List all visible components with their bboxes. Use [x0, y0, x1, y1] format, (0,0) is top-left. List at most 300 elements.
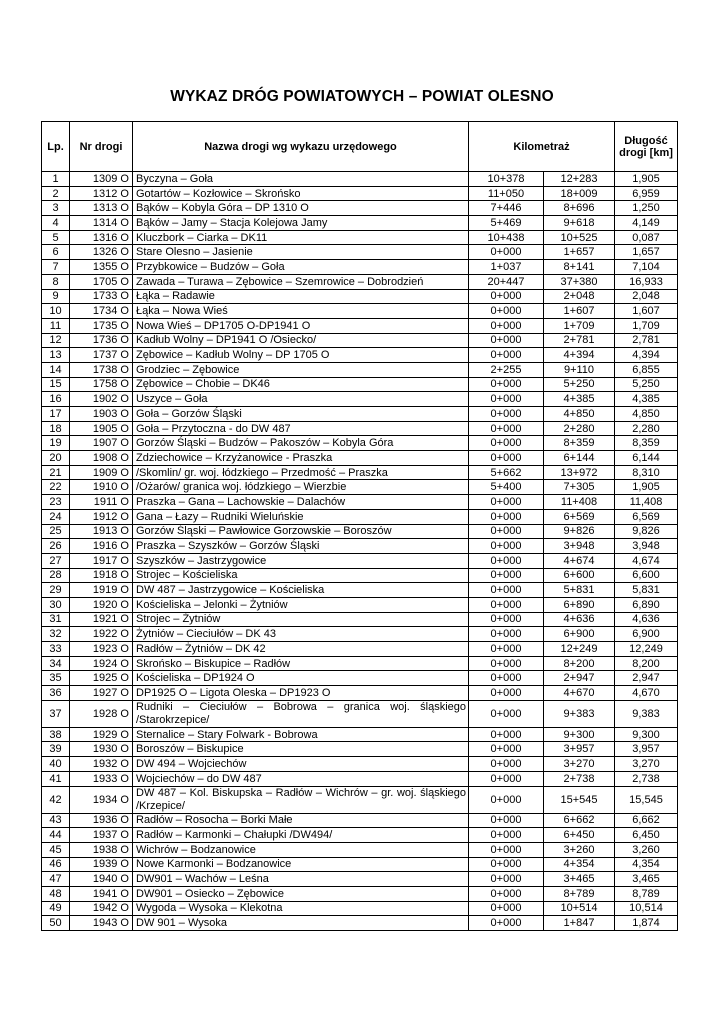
cell-km-to: 8+359 — [544, 436, 615, 451]
cell-nazwa-drogi: Zębowice – Kadłub Wolny – DP 1705 O — [133, 348, 469, 363]
cell-km-from: 0+000 — [469, 583, 544, 598]
cell-lp: 44 — [42, 828, 70, 843]
cell-km-to: 1+709 — [544, 318, 615, 333]
cell-dlugosc: 1,250 — [615, 201, 678, 216]
cell-dlugosc: 8,200 — [615, 656, 678, 671]
cell-nazwa-drogi: Radłów – Rosocha – Borki Małe — [133, 813, 469, 828]
cell-lp: 2 — [42, 186, 70, 201]
cell-dlugosc: 2,947 — [615, 671, 678, 686]
table-row — [42, 857, 678, 872]
cell-nr-drogi: 1936 O — [70, 813, 133, 828]
cell-km-to: 10+525 — [544, 230, 615, 245]
table-row — [42, 318, 678, 333]
cell-km-to: 8+141 — [544, 260, 615, 275]
cell-nr-drogi: 1912 O — [70, 509, 133, 524]
cell-dlugosc: 1,657 — [615, 245, 678, 260]
cell-km-from: 0+000 — [469, 842, 544, 857]
cell-nr-drogi: 1923 O — [70, 642, 133, 657]
cell-dlugosc: 1,874 — [615, 916, 678, 931]
cell-lp: 5 — [42, 230, 70, 245]
cell-km-to: 4+636 — [544, 612, 615, 627]
cell-km-from: 20+447 — [469, 274, 544, 289]
cell-nr-drogi: 1917 O — [70, 553, 133, 568]
table-row — [42, 700, 678, 727]
cell-km-to: 3+948 — [544, 539, 615, 554]
cell-nr-drogi: 1943 O — [70, 916, 133, 931]
table-row — [42, 436, 678, 451]
cell-dlugosc: 2,048 — [615, 289, 678, 304]
cell-nazwa-drogi: /Skomlin/ gr. woj. łódzkiego – Przedmość – Praszka — [133, 465, 469, 480]
cell-dlugosc: 2,738 — [615, 771, 678, 786]
cell-nazwa-drogi: Strojec – Żytniów — [133, 612, 469, 627]
cell-km-from: 0+000 — [469, 289, 544, 304]
cell-nazwa-drogi: Gorzów Śląski – Pawłowice Gorzowskie – Boroszów — [133, 524, 469, 539]
table-row — [42, 583, 678, 598]
cell-nr-drogi: 1907 O — [70, 436, 133, 451]
cell-nazwa-drogi: Bąków – Jamy – Stacja Kolejowa Jamy — [133, 216, 469, 231]
cell-km-from: 0+000 — [469, 568, 544, 583]
cell-nr-drogi: 1927 O — [70, 686, 133, 701]
cell-km-to: 9+300 — [544, 727, 615, 742]
cell-nazwa-drogi: /Ożarów/ granica woj. łódzkiego – Wierzbie — [133, 480, 469, 495]
cell-km-from: 5+469 — [469, 216, 544, 231]
table-row — [42, 289, 678, 304]
table-row — [42, 757, 678, 772]
table-row — [42, 627, 678, 642]
cell-lp: 26 — [42, 539, 70, 554]
cell-dlugosc: 6,569 — [615, 509, 678, 524]
cell-nr-drogi: 1932 O — [70, 757, 133, 772]
table-row — [42, 916, 678, 931]
cell-nazwa-drogi: Rudniki – Cieciułów – Bobrowa – granica woj. śląskiego /Starokrzepice/ — [133, 700, 469, 727]
cell-lp: 36 — [42, 686, 70, 701]
cell-dlugosc: 4,394 — [615, 348, 678, 363]
cell-km-from: 0+000 — [469, 742, 544, 757]
cell-nr-drogi: 1918 O — [70, 568, 133, 583]
cell-nazwa-drogi: Radłów – Żytniów – DK 42 — [133, 642, 469, 657]
header-lp: Lp. — [42, 122, 70, 172]
cell-km-to: 3+270 — [544, 757, 615, 772]
cell-km-to: 2+738 — [544, 771, 615, 786]
cell-km-from: 0+000 — [469, 727, 544, 742]
cell-dlugosc: 3,957 — [615, 742, 678, 757]
cell-lp: 20 — [42, 451, 70, 466]
cell-nazwa-drogi: DW 487 – Kol. Biskupska – Radłów – Wichrów – gr. woj. śląskiego /Krzepice/ — [133, 786, 469, 813]
cell-nazwa-drogi: Kościeliska – Jelonki – Żytniów — [133, 597, 469, 612]
cell-lp: 15 — [42, 377, 70, 392]
cell-lp: 4 — [42, 216, 70, 231]
cell-nr-drogi: 1928 O — [70, 700, 133, 727]
cell-lp: 45 — [42, 842, 70, 857]
cell-nr-drogi: 1736 O — [70, 333, 133, 348]
table-row — [42, 274, 678, 289]
cell-dlugosc: 11,408 — [615, 495, 678, 510]
cell-km-from: 0+000 — [469, 524, 544, 539]
cell-dlugosc: 4,850 — [615, 407, 678, 422]
table-row — [42, 524, 678, 539]
cell-nr-drogi: 1316 O — [70, 230, 133, 245]
cell-nazwa-drogi: DW901 – Wachów – Leśna — [133, 872, 469, 887]
cell-km-to: 1+657 — [544, 245, 615, 260]
cell-nr-drogi: 1933 O — [70, 771, 133, 786]
cell-nr-drogi: 1734 O — [70, 304, 133, 319]
cell-nr-drogi: 1942 O — [70, 901, 133, 916]
cell-nazwa-drogi: Gorzów Śląski – Budzów – Pakoszów – Kobyla Góra — [133, 436, 469, 451]
cell-lp: 32 — [42, 627, 70, 642]
cell-nr-drogi: 1314 O — [70, 216, 133, 231]
cell-lp: 28 — [42, 568, 70, 583]
cell-nr-drogi: 1326 O — [70, 245, 133, 260]
cell-km-to: 3+465 — [544, 872, 615, 887]
table-row — [42, 901, 678, 916]
cell-km-from: 1+037 — [469, 260, 544, 275]
cell-nazwa-drogi: Łąka – Nowa Wieś — [133, 304, 469, 319]
cell-km-from: 0+000 — [469, 495, 544, 510]
cell-nazwa-drogi: Strojec – Kościeliska — [133, 568, 469, 583]
cell-km-to: 1+607 — [544, 304, 615, 319]
cell-dlugosc: 4,385 — [615, 392, 678, 407]
cell-nazwa-drogi: Praszka – Gana – Lachowskie – Dalachów — [133, 495, 469, 510]
cell-nr-drogi: 1312 O — [70, 186, 133, 201]
cell-lp: 41 — [42, 771, 70, 786]
cell-dlugosc: 4,674 — [615, 553, 678, 568]
cell-nazwa-drogi: DW 901 – Wysoka — [133, 916, 469, 931]
cell-km-from: 0+000 — [469, 627, 544, 642]
cell-nazwa-drogi: Sternalice – Stary Folwark - Bobrowa — [133, 727, 469, 742]
cell-nazwa-drogi: Goła – Przytoczna - do DW 487 — [133, 421, 469, 436]
cell-km-to: 12+249 — [544, 642, 615, 657]
cell-nazwa-drogi: Przybkowice – Budzów – Goła — [133, 260, 469, 275]
cell-lp: 8 — [42, 274, 70, 289]
cell-nazwa-drogi: Żytniów – Cieciułów – DK 43 — [133, 627, 469, 642]
cell-nazwa-drogi: Nowa Wieś – DP1705 O-DP1941 O — [133, 318, 469, 333]
cell-lp: 47 — [42, 872, 70, 887]
cell-nr-drogi: 1913 O — [70, 524, 133, 539]
cell-km-from: 0+000 — [469, 656, 544, 671]
cell-nr-drogi: 1911 O — [70, 495, 133, 510]
cell-lp: 37 — [42, 700, 70, 727]
cell-dlugosc: 16,933 — [615, 274, 678, 289]
cell-nr-drogi: 1908 O — [70, 451, 133, 466]
cell-lp: 35 — [42, 671, 70, 686]
cell-dlugosc: 6,959 — [615, 186, 678, 201]
cell-km-from: 0+000 — [469, 786, 544, 813]
table-row — [42, 786, 678, 813]
cell-nazwa-drogi: Kluczbork – Ciarka – DK11 — [133, 230, 469, 245]
cell-nr-drogi: 1937 O — [70, 828, 133, 843]
cell-nazwa-drogi: Radłów – Karmonki – Chałupki /DW494/ — [133, 828, 469, 843]
cell-nr-drogi: 1903 O — [70, 407, 133, 422]
cell-nazwa-drogi: Stare Olesno – Jasienie — [133, 245, 469, 260]
cell-lp: 13 — [42, 348, 70, 363]
cell-dlugosc: 15,545 — [615, 786, 678, 813]
cell-dlugosc: 3,948 — [615, 539, 678, 554]
cell-nazwa-drogi: Bąków – Kobyla Góra – DP 1310 O — [133, 201, 469, 216]
cell-km-from: 0+000 — [469, 612, 544, 627]
cell-nazwa-drogi: DP1925 O – Ligota Oleska – DP1923 O — [133, 686, 469, 701]
cell-lp: 42 — [42, 786, 70, 813]
cell-km-to: 6+450 — [544, 828, 615, 843]
cell-km-to: 1+847 — [544, 916, 615, 931]
cell-nazwa-drogi: Uszyce – Goła — [133, 392, 469, 407]
cell-dlugosc: 12,249 — [615, 642, 678, 657]
cell-lp: 50 — [42, 916, 70, 931]
cell-nr-drogi: 1910 O — [70, 480, 133, 495]
cell-km-from: 0+000 — [469, 509, 544, 524]
cell-lp: 39 — [42, 742, 70, 757]
cell-km-from: 0+000 — [469, 771, 544, 786]
cell-nr-drogi: 1705 O — [70, 274, 133, 289]
cell-nazwa-drogi: Boroszów – Biskupice — [133, 742, 469, 757]
table-row — [42, 656, 678, 671]
cell-dlugosc: 9,300 — [615, 727, 678, 742]
cell-dlugosc: 2,280 — [615, 421, 678, 436]
header-dlugosc: Długość drogi [km] — [615, 122, 678, 172]
cell-nr-drogi: 1916 O — [70, 539, 133, 554]
cell-nazwa-drogi: Skrońsko – Biskupice – Radłów — [133, 656, 469, 671]
cell-nr-drogi: 1939 O — [70, 857, 133, 872]
cell-km-to: 3+260 — [544, 842, 615, 857]
cell-lp: 40 — [42, 757, 70, 772]
cell-km-from: 0+000 — [469, 407, 544, 422]
cell-km-to: 2+048 — [544, 289, 615, 304]
table-body — [42, 172, 678, 931]
cell-dlugosc: 8,310 — [615, 465, 678, 480]
table-row — [42, 304, 678, 319]
cell-dlugosc: 6,600 — [615, 568, 678, 583]
cell-dlugosc: 4,354 — [615, 857, 678, 872]
cell-nr-drogi: 1735 O — [70, 318, 133, 333]
table-row — [42, 216, 678, 231]
cell-km-to: 2+280 — [544, 421, 615, 436]
cell-nazwa-drogi: Łąka – Radawie — [133, 289, 469, 304]
cell-dlugosc: 9,383 — [615, 700, 678, 727]
cell-km-from: 5+400 — [469, 480, 544, 495]
cell-dlugosc: 6,890 — [615, 597, 678, 612]
cell-dlugosc: 6,662 — [615, 813, 678, 828]
document-title: WYKAZ DRÓG POWIATOWYCH – POWIAT OLESNO — [170, 88, 554, 105]
cell-lp: 34 — [42, 656, 70, 671]
cell-km-to: 4+354 — [544, 857, 615, 872]
cell-nazwa-drogi: Grodziec – Zębowice — [133, 362, 469, 377]
cell-nazwa-drogi: Wichrów – Bodzanowice — [133, 842, 469, 857]
cell-km-to: 4+850 — [544, 407, 615, 422]
cell-dlugosc: 4,636 — [615, 612, 678, 627]
cell-dlugosc: 1,607 — [615, 304, 678, 319]
header-nr-drogi: Nr drogi — [70, 122, 133, 172]
cell-dlugosc: 5,831 — [615, 583, 678, 598]
cell-nazwa-drogi: Wojciechów – do DW 487 — [133, 771, 469, 786]
cell-lp: 25 — [42, 524, 70, 539]
cell-nazwa-drogi: DW 494 – Wojciechów — [133, 757, 469, 772]
cell-nr-drogi: 1941 O — [70, 886, 133, 901]
cell-dlugosc: 6,144 — [615, 451, 678, 466]
cell-dlugosc: 3,270 — [615, 757, 678, 772]
cell-nr-drogi: 1738 O — [70, 362, 133, 377]
cell-nr-drogi: 1922 O — [70, 627, 133, 642]
cell-dlugosc: 8,359 — [615, 436, 678, 451]
table-row — [42, 451, 678, 466]
cell-km-from: 10+438 — [469, 230, 544, 245]
cell-km-to: 2+947 — [544, 671, 615, 686]
table-header-row — [42, 122, 678, 172]
cell-lp: 16 — [42, 392, 70, 407]
cell-dlugosc: 1,905 — [615, 172, 678, 187]
cell-km-from: 0+000 — [469, 377, 544, 392]
cell-nazwa-drogi: Gana – Łazy – Rudniki Wieluńskie — [133, 509, 469, 524]
table-row — [42, 377, 678, 392]
cell-km-to: 9+618 — [544, 216, 615, 231]
cell-km-to: 8+789 — [544, 886, 615, 901]
cell-km-from: 0+000 — [469, 421, 544, 436]
cell-lp: 10 — [42, 304, 70, 319]
table-row — [42, 813, 678, 828]
cell-km-to: 6+600 — [544, 568, 615, 583]
table-row — [42, 230, 678, 245]
cell-lp: 19 — [42, 436, 70, 451]
cell-km-from: 0+000 — [469, 757, 544, 772]
cell-km-from: 2+255 — [469, 362, 544, 377]
cell-km-from: 0+000 — [469, 553, 544, 568]
table-row — [42, 842, 678, 857]
header-kilometraz: Kilometraż — [469, 122, 615, 172]
table-row — [42, 568, 678, 583]
cell-lp: 3 — [42, 201, 70, 216]
cell-km-to: 8+200 — [544, 656, 615, 671]
cell-nr-drogi: 1919 O — [70, 583, 133, 598]
cell-km-from: 0+000 — [469, 318, 544, 333]
header-nazwa-drogi: Nazwa drogi wg wykazu urzędowego — [133, 122, 469, 172]
cell-lp: 27 — [42, 553, 70, 568]
cell-km-from: 0+000 — [469, 886, 544, 901]
cell-lp: 30 — [42, 597, 70, 612]
cell-dlugosc: 0,087 — [615, 230, 678, 245]
cell-km-from: 0+000 — [469, 916, 544, 931]
cell-km-from: 0+000 — [469, 436, 544, 451]
cell-lp: 43 — [42, 813, 70, 828]
cell-lp: 1 — [42, 172, 70, 187]
cell-km-to: 6+900 — [544, 627, 615, 642]
table-row — [42, 407, 678, 422]
cell-km-to: 6+662 — [544, 813, 615, 828]
table-row — [42, 172, 678, 187]
table-row — [42, 245, 678, 260]
cell-dlugosc: 4,670 — [615, 686, 678, 701]
cell-km-from: 7+446 — [469, 201, 544, 216]
cell-km-from: 0+000 — [469, 392, 544, 407]
cell-km-from: 0+000 — [469, 245, 544, 260]
cell-lp: 12 — [42, 333, 70, 348]
cell-nr-drogi: 1758 O — [70, 377, 133, 392]
cell-km-to: 4+385 — [544, 392, 615, 407]
cell-km-to: 6+144 — [544, 451, 615, 466]
cell-km-from: 5+662 — [469, 465, 544, 480]
cell-km-to: 4+394 — [544, 348, 615, 363]
cell-km-to: 9+110 — [544, 362, 615, 377]
cell-lp: 21 — [42, 465, 70, 480]
cell-nr-drogi: 1902 O — [70, 392, 133, 407]
cell-lp: 6 — [42, 245, 70, 260]
cell-km-from: 0+000 — [469, 539, 544, 554]
cell-nazwa-drogi: DW901 – Osiecko – Zębowice — [133, 886, 469, 901]
table-row — [42, 612, 678, 627]
cell-km-to: 13+972 — [544, 465, 615, 480]
cell-km-to: 3+957 — [544, 742, 615, 757]
cell-km-from: 0+000 — [469, 671, 544, 686]
cell-nr-drogi: 1930 O — [70, 742, 133, 757]
cell-nr-drogi: 1938 O — [70, 842, 133, 857]
table-row — [42, 509, 678, 524]
cell-dlugosc: 3,465 — [615, 872, 678, 887]
table-row — [42, 742, 678, 757]
table-row — [42, 421, 678, 436]
cell-lp: 18 — [42, 421, 70, 436]
cell-nazwa-drogi: Goła – Gorzów Śląski — [133, 407, 469, 422]
table-row — [42, 392, 678, 407]
cell-km-to: 7+305 — [544, 480, 615, 495]
cell-lp: 9 — [42, 289, 70, 304]
table-row — [42, 465, 678, 480]
cell-dlugosc: 6,900 — [615, 627, 678, 642]
cell-km-to: 15+545 — [544, 786, 615, 813]
cell-km-to: 2+781 — [544, 333, 615, 348]
cell-lp: 14 — [42, 362, 70, 377]
cell-km-to: 4+670 — [544, 686, 615, 701]
roads-table — [41, 121, 678, 931]
cell-km-to: 9+383 — [544, 700, 615, 727]
table-row — [42, 539, 678, 554]
cell-dlugosc: 6,855 — [615, 362, 678, 377]
table-row — [42, 553, 678, 568]
cell-km-from: 0+000 — [469, 700, 544, 727]
cell-lp: 46 — [42, 857, 70, 872]
cell-km-from: 11+050 — [469, 186, 544, 201]
cell-km-to: 18+009 — [544, 186, 615, 201]
cell-nr-drogi: 1905 O — [70, 421, 133, 436]
cell-nr-drogi: 1920 O — [70, 597, 133, 612]
cell-km-to: 6+890 — [544, 597, 615, 612]
cell-nazwa-drogi: Byczyna – Goła — [133, 172, 469, 187]
cell-km-from: 0+000 — [469, 451, 544, 466]
cell-km-to: 9+826 — [544, 524, 615, 539]
cell-km-to: 5+250 — [544, 377, 615, 392]
cell-dlugosc: 1,709 — [615, 318, 678, 333]
cell-nazwa-drogi: Praszka – Szyszków – Gorzów Śląski — [133, 539, 469, 554]
cell-nr-drogi: 1925 O — [70, 671, 133, 686]
cell-nr-drogi: 1313 O — [70, 201, 133, 216]
cell-lp: 29 — [42, 583, 70, 598]
table-row — [42, 727, 678, 742]
table-row — [42, 348, 678, 363]
cell-km-from: 0+000 — [469, 828, 544, 843]
cell-nazwa-drogi: Zawada – Turawa – Zębowice – Szemrowice – Dobrodzień — [133, 274, 469, 289]
cell-dlugosc: 9,826 — [615, 524, 678, 539]
cell-km-from: 10+378 — [469, 172, 544, 187]
table-row — [42, 186, 678, 201]
cell-nazwa-drogi: Nowe Karmonki – Bodzanowice — [133, 857, 469, 872]
cell-dlugosc: 1,905 — [615, 480, 678, 495]
cell-dlugosc: 4,149 — [615, 216, 678, 231]
cell-km-from: 0+000 — [469, 642, 544, 657]
cell-km-to: 11+408 — [544, 495, 615, 510]
table-row — [42, 333, 678, 348]
cell-km-to: 37+380 — [544, 274, 615, 289]
cell-nazwa-drogi: Kadłub Wolny – DP1941 O /Osiecko/ — [133, 333, 469, 348]
table-row — [42, 771, 678, 786]
cell-lp: 17 — [42, 407, 70, 422]
cell-lp: 38 — [42, 727, 70, 742]
cell-km-from: 0+000 — [469, 872, 544, 887]
